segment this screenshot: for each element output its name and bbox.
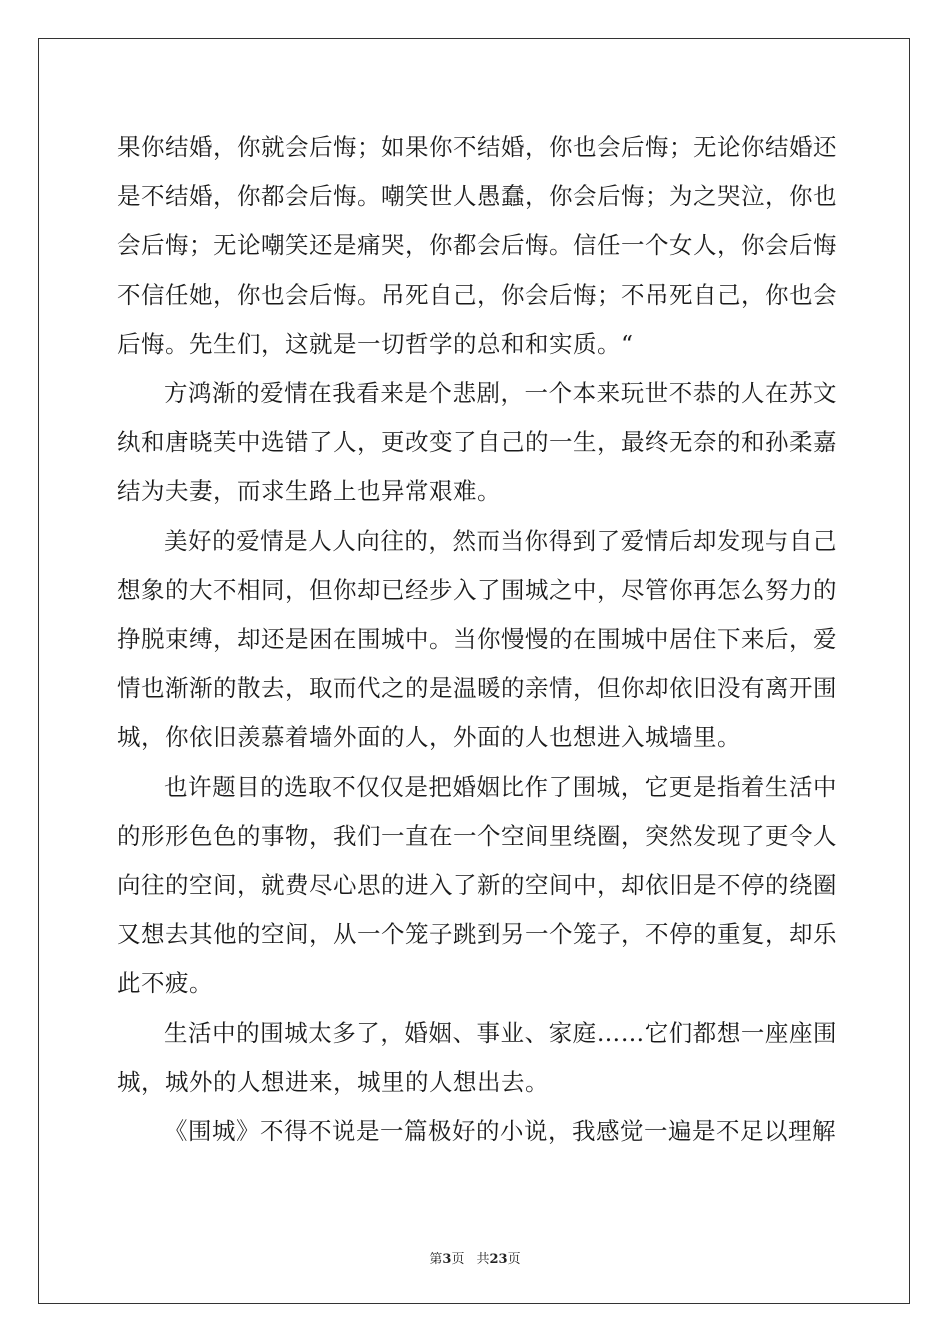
footer-total-suffix: 页 — [507, 1252, 521, 1267]
footer-prefix: 第 — [429, 1252, 443, 1267]
current-page-number: 3 — [442, 1252, 452, 1267]
paragraph-6: 《围城》不得不说是一篇极好的小说，我感觉一遍是不足以理解 — [164, 1117, 836, 1146]
paragraph-1: 果你结婚，你就会后悔；如果你不结婚，你也会后悔；无论你结婚还是不结婚，你都会后悔。嘲笑世人愚蠢，你会后悔；为之哭泣，你也会后悔；无论嘲笑还是痛哭，你都会后悔。信任一个女人，你会后悔不信任她，你也会后悔。吊死自己，你会后悔；不吊死自己，你也会后悔。先生们，这就是一切哲学的总和和实质。“ — [117, 133, 837, 358]
document-body — [117, 123, 837, 1156]
page-footer — [0, 1248, 950, 1267]
footer-page-suffix: 页 — [451, 1252, 465, 1267]
paragraph-2: 方鸿渐的爱情在我看来是个悲剧，一个本来玩世不恭的人在苏文纨和唐晓芙中选错了人，更改变了自己的一生，最终无奈的和孙柔嘉结为夫妻，而求生路上也异常艰难。 — [117, 379, 837, 506]
paragraph-3: 美好的爱情是人人向往的，然而当你得到了爱情后却发现与自己想象的大不相同，但你却已经步入了围城之中，尽管你再怎么努力的挣脱束缚，却还是困在围城中。当你慢慢的在围城中居住下来后，爱情也渐渐的散去，取而代之的是温暖的亲情，但你却依旧没有离开围城，你依旧羡慕着墙外面的人，外面的人也想进入城墙里。 — [117, 526, 837, 752]
total-pages-number: 23 — [489, 1252, 508, 1267]
paragraph-4: 也许题目的选取不仅仅是把婚姻比作了围城，它更是指着生活中的形形色色的事物，我们一直在一个空间里绕圈，突然发现了更令人向往的空间，就费尽心思的进入了新的空间中，却依旧是不停的绕圈又想去其他的空间，从一个笼子跳到另一个笼子，不停的重复，却乐此不疲。 — [117, 772, 837, 998]
paragraph-5: 生活中的围城太多了，婚姻、事业、家庭……它们都想一座座围城，城外的人想进来，城里的人想出去。 — [117, 1018, 837, 1096]
footer-total-prefix: 共 — [476, 1252, 490, 1267]
